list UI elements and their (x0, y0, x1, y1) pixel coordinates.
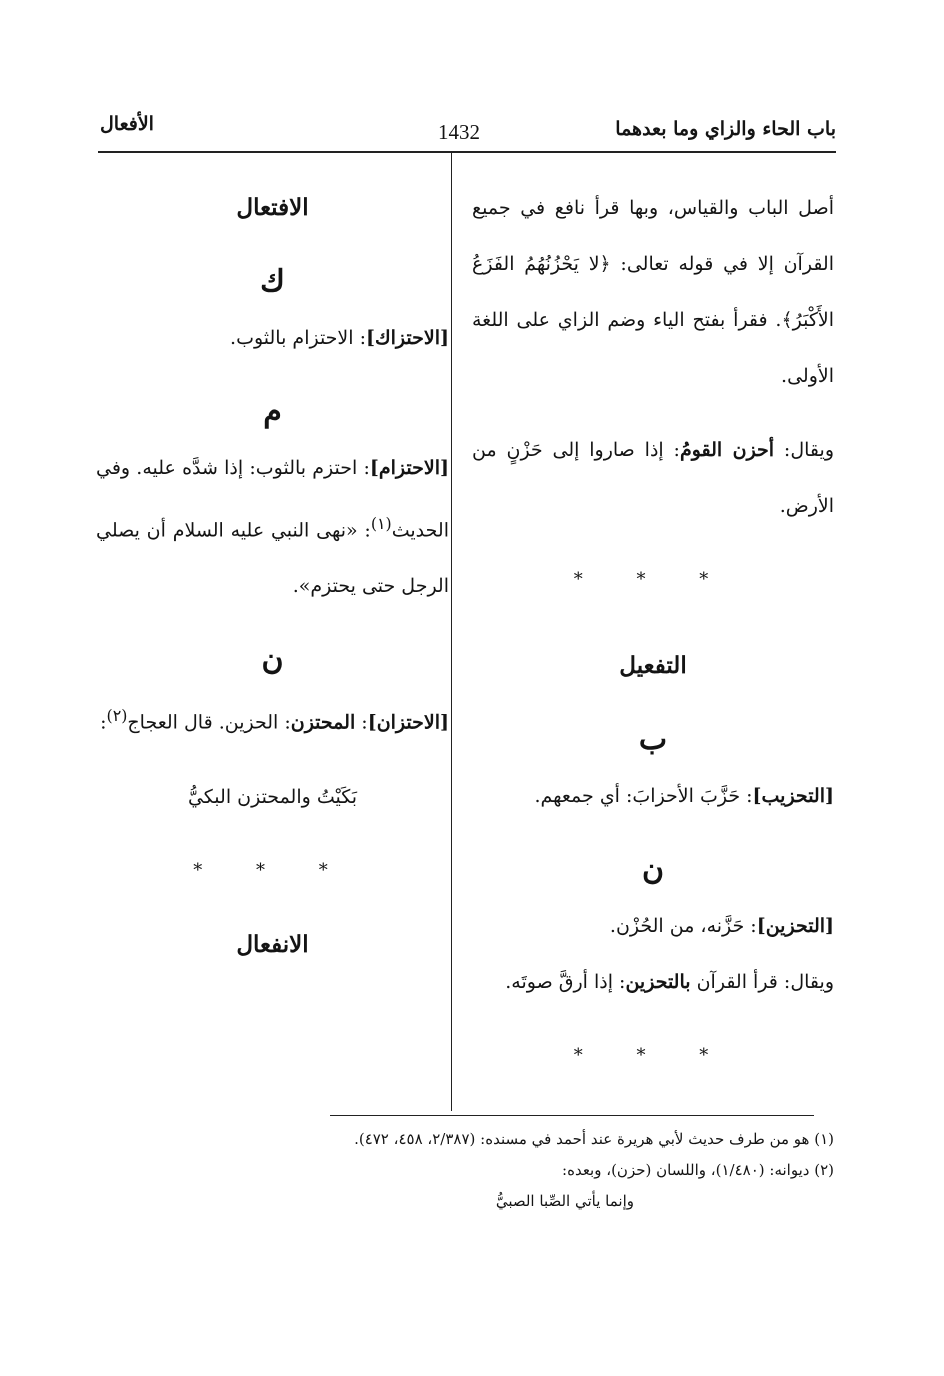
footnote-2: (٢) ديوانه: (١/٤٨٠)، واللسان (حزن)، وبعده: (562, 1161, 834, 1179)
footnote-ref-2[interactable]: (٢) (106, 706, 128, 726)
section-separator: * * * (193, 859, 352, 881)
heading-iftial: الافتعال (236, 194, 309, 221)
letter-ba: ب (638, 722, 668, 757)
entry-term: [الاحتزان] (367, 711, 449, 734)
entry-ihtizan (96, 688, 449, 750)
heading-infial: الانفعال (236, 930, 309, 958)
text: ويقال: (774, 439, 834, 461)
right-column (472, 180, 834, 1084)
entry-definition: : الاحتزام بالثوب. (230, 327, 366, 349)
bold-term: أحزن القومُ (679, 439, 775, 461)
bold-term: المحتزن (290, 711, 356, 734)
entry-definition: : الحزين. قال العجاج (127, 711, 291, 734)
paragraph-tahzin-reading (472, 954, 834, 1010)
bold-term: بالتحزين (625, 971, 691, 993)
entry-term: [الاحتزاك] (366, 327, 449, 349)
letter-nun: ن (641, 852, 665, 887)
letter-kaf: ك (260, 264, 285, 299)
entry-definition: : «نهى النبي عليه السلام أن يصلي الرجل حتى يحتزم». (96, 519, 449, 598)
letter-mim: م (263, 394, 282, 429)
footnote-ref-1[interactable]: (١) (370, 514, 392, 533)
text: : إذا أرقَّ صوتَه. (505, 971, 626, 993)
text: : إذا صاروا إلى حَزْنٍ من الأرض. (472, 439, 834, 517)
entry-tahzib (472, 768, 834, 824)
entry-ihtizam (96, 440, 449, 614)
paragraph-nafi-reading: أصل الباب والقياس، وبها قرأ نافع في جميع القرآن إلا في قوله تعالى: ﴿لا يَحْزُنُهُمُ الفَزَعُ الأَكْبَرُ﴾. فقرأ بفتح الياء وضم الزاي على اللغة الأولى. (472, 197, 834, 387)
left-column (96, 180, 449, 973)
footnote-rule (330, 1115, 814, 1116)
poetry-verse: بَكَيْتُ والمحتزن البكيُّ (187, 785, 358, 808)
header-rule (98, 151, 836, 153)
entry-ihtizak (96, 310, 449, 366)
footnote-verse: وإنما يأتي الصِّبا الصبيُّ (495, 1192, 634, 1210)
entry-definition: : حَزَّنه، من الحُزْن. (609, 915, 757, 937)
running-head-chapter: باب الحاء والزاي وما بعدهما (615, 118, 836, 140)
running-head-section: الأفعال (100, 113, 154, 135)
text: ويقال: قرأ القرآن (690, 971, 834, 993)
letter-nun: ن (261, 642, 284, 678)
entry-term: [التحزيب] (752, 785, 834, 807)
heading-tafeel: التفعيل (619, 652, 687, 679)
entry-term: [التحزين] (756, 915, 834, 937)
text: : (100, 711, 107, 734)
footnote-1: (١) هو من طرف حديث لأبي هريرة عند أحمد في مسنده: (٢/٣٨٧، ٤٥٨، ٤٧٢). (354, 1130, 834, 1148)
section-separator: * * * (573, 1045, 733, 1066)
column-divider (451, 153, 452, 1111)
entry-definition: : احتزم بالثوب: إذا شدَّه عليه. وفي الحديث (96, 457, 449, 542)
section-separator: * * * (573, 569, 733, 590)
entry-term: [الاحتزام] (369, 457, 449, 479)
entry-definition: : حَزَّبَ الأحزابَ: أي جمعهم. (534, 785, 753, 807)
footnotes (234, 1124, 834, 1217)
text: : (355, 711, 368, 734)
entry-tahzin (472, 898, 834, 954)
paragraph-ahzan (472, 422, 834, 534)
page-number: 1432 (438, 120, 480, 144)
